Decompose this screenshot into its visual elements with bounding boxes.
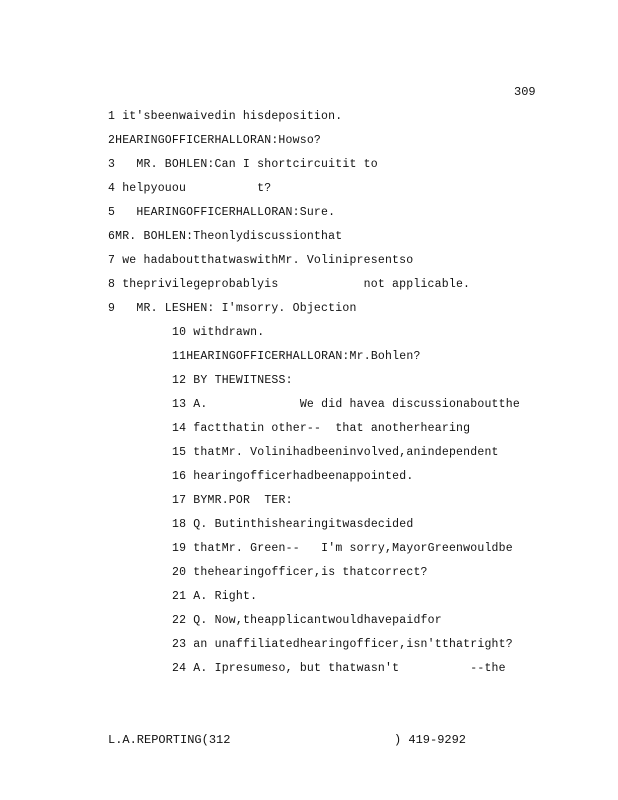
transcript-line: 6MR. BOHLEN:Theonlydiscussionthat (108, 230, 343, 243)
transcript-line: 9 MR. LESHEN: I'msorry. Objection (108, 302, 357, 315)
transcript-line: 24 A. Ipresumeso, but thatwasn't --the (172, 662, 506, 675)
transcript-line: 8 theprivilegeprobablyis not applicable. (108, 278, 471, 291)
transcript-line: 15 thatMr. Volinihadbeeninvolved,anindependent (172, 446, 499, 459)
transcript-line: 5 HEARINGOFFICERHALLORAN:Sure. (108, 206, 336, 219)
transcript-line: 20 thehearingofficer,is thatcorrect? (172, 566, 428, 579)
transcript-line: 10 withdrawn. (172, 326, 265, 339)
transcript-line: 21 A. Right. (172, 590, 258, 603)
footer-phone: ) 419-9292 (394, 733, 467, 747)
transcript-line: 1 it'sbeenwaivedin hisdeposition. (108, 110, 343, 123)
transcript-line: 2HEARINGOFFICERHALLORAN:Howso? (108, 134, 322, 147)
transcript-line: 17 BYMR.POR TER: (172, 494, 293, 507)
transcript-line: 16 hearingofficerhadbeenappointed. (172, 470, 414, 483)
transcript-line: 4 helpyouou t? (108, 182, 272, 195)
transcript-line: 13 A. We did havea discussionaboutthe (172, 398, 520, 411)
transcript-line: 22 Q. Now,theapplicantwouldhavepaidfor (172, 614, 442, 627)
transcript-line: 12 BY THEWITNESS: (172, 374, 293, 387)
transcript-line: 11HEARINGOFFICERHALLORAN:Mr.Bohlen? (172, 350, 421, 363)
transcript-line: 14 factthatin other-- that anotherhearing (172, 422, 471, 435)
transcript-line: 7 we hadaboutthatwaswithMr. Volinipresentso (108, 254, 414, 267)
transcript-line: 19 thatMr. Green-- I'm sorry,MayorGreenwouldbe (172, 542, 513, 555)
transcript-line: 18 Q. Butinthishearingitwasdecided (172, 518, 414, 531)
transcript-line: 3 MR. BOHLEN:Can I shortcircuitit to (108, 158, 378, 171)
page-number: 309 (514, 85, 536, 99)
transcript-line: 23 an unaffiliatedhearingofficer,isn'tthatright? (172, 638, 513, 651)
footer-reporter: L.A.REPORTING(312 (108, 733, 231, 747)
